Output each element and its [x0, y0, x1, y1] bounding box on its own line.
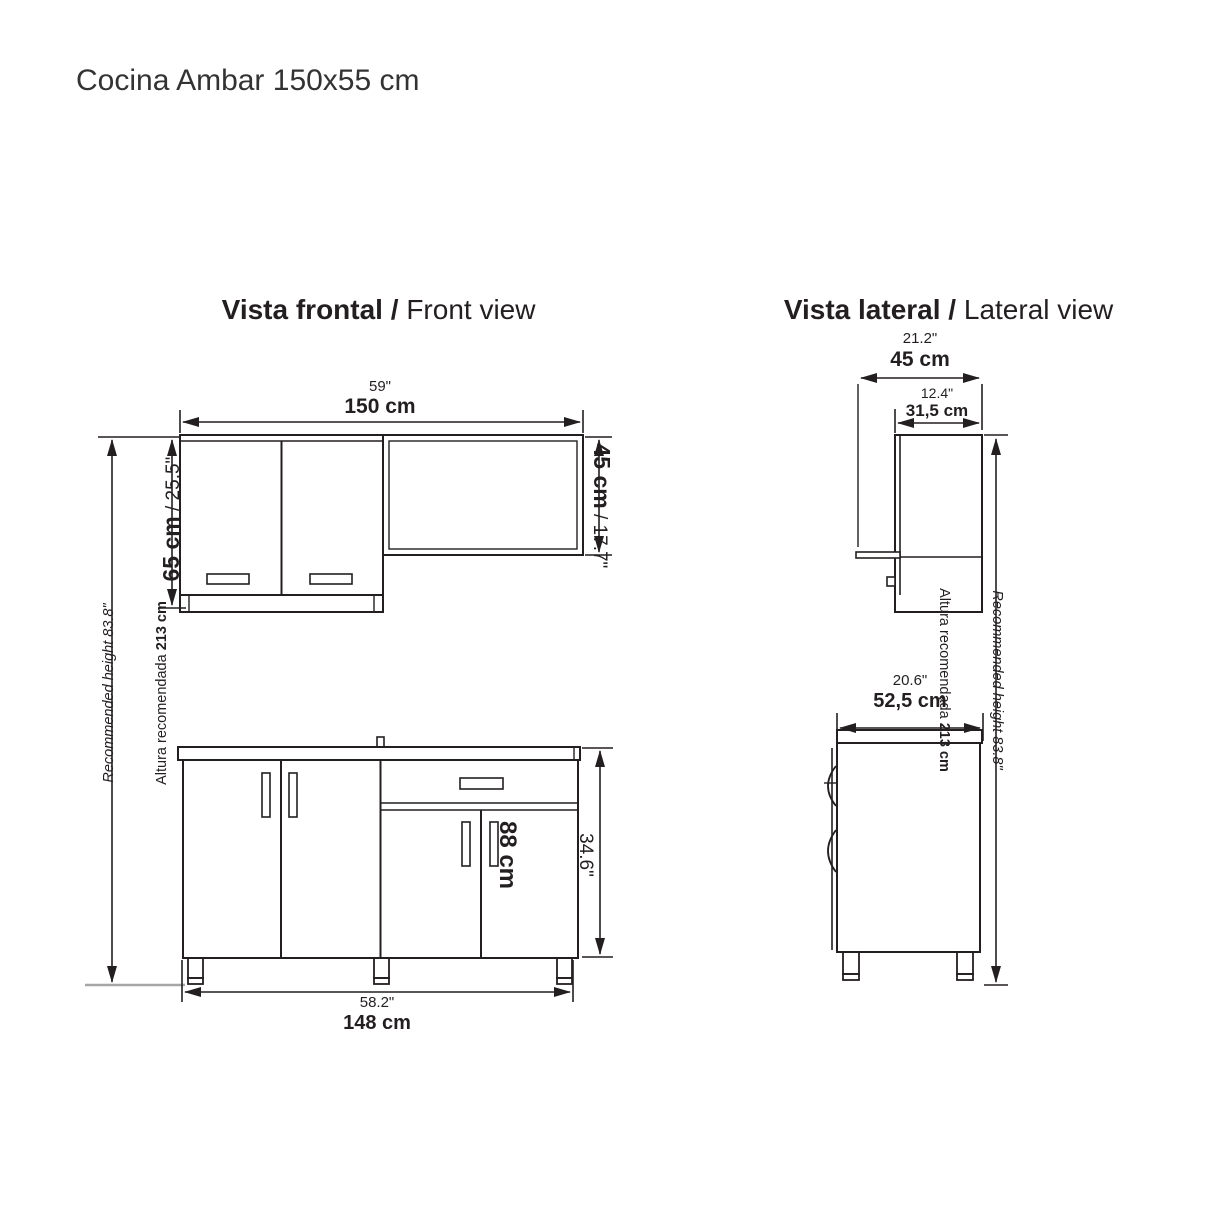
- lateral-depth-total-inches: 21.2": [902, 330, 938, 347]
- front-recommended-height-es-value: 213 cm: [153, 601, 170, 651]
- front-width-top-inches: 59": [368, 378, 391, 395]
- lateral-view-heading-en: Lateral view: [963, 294, 1114, 325]
- lateral-depth-upper-cm: 31,5 cm: [905, 401, 969, 420]
- front-width-bottom-inches: 58.2": [359, 994, 395, 1011]
- front-width-bottom-cm: 148 cm: [343, 1012, 411, 1034]
- front-lower-height-inches: 34.6": [575, 833, 596, 877]
- front-lower-height-cm: 88 cm: [494, 820, 521, 890]
- front-view-heading-en: Front view: [406, 294, 536, 325]
- lower-door-handle-2: [289, 773, 297, 817]
- front-lower-height-label: [494, 770, 650, 940]
- front-recommended-height-label: [66, 543, 170, 843]
- lower-door-handle-1: [262, 773, 270, 817]
- front-shelf-height-inches: / 17.7": [589, 508, 610, 569]
- front-shelf-height-cm: 45 cm: [589, 443, 615, 509]
- lateral-recommended-height-en: Recommended height 83.8": [989, 590, 1005, 770]
- upper-door-handle-right: [310, 574, 352, 584]
- front-view-heading: [182, 262, 544, 358]
- upper-door-handle-left: [207, 574, 249, 584]
- front-view-heading-es: Vista frontal: [221, 294, 383, 325]
- front-recommended-height-es: Altura recomendada: [153, 650, 170, 785]
- side-knob: [887, 577, 895, 586]
- front-upper-height-cm: 65 cm: [158, 516, 184, 582]
- front-upper-height-inches: / 25.5": [163, 456, 184, 517]
- lateral-view-heading-slash: /: [940, 294, 964, 325]
- lateral-recommended-height-label: [936, 530, 1040, 830]
- page-title: Cocina Ambar 150x55 cm: [76, 64, 420, 97]
- lateral-depth-upper-inches: 12.4": [920, 385, 954, 401]
- shelf-profile: [856, 552, 900, 558]
- front-view-heading-slash: /: [382, 294, 407, 325]
- front-legs: [188, 958, 572, 984]
- front-recommended-height-en: Recommended height 83.8": [101, 603, 117, 783]
- front-width-top-cm: 150 cm: [344, 395, 416, 418]
- lateral-view-heading-es: Vista lateral: [783, 294, 941, 325]
- countertop: [178, 747, 580, 760]
- front-upper-cabinet-drawing: [180, 435, 583, 612]
- front-shelf-height-label: [589, 397, 633, 597]
- lateral-depth-total-cm: 45 cm: [890, 348, 950, 371]
- upper-open-shelf: [383, 435, 583, 555]
- lateral-depth-lower-cm: 52,5 cm: [873, 690, 947, 712]
- faucet-knob: [377, 737, 384, 747]
- lateral-depth-lower-inches: 20.6": [892, 672, 928, 689]
- lateral-recommended-height-es: Altura recomendada: [936, 588, 953, 723]
- lateral-recommended-height-es-value: 213 cm: [936, 722, 953, 772]
